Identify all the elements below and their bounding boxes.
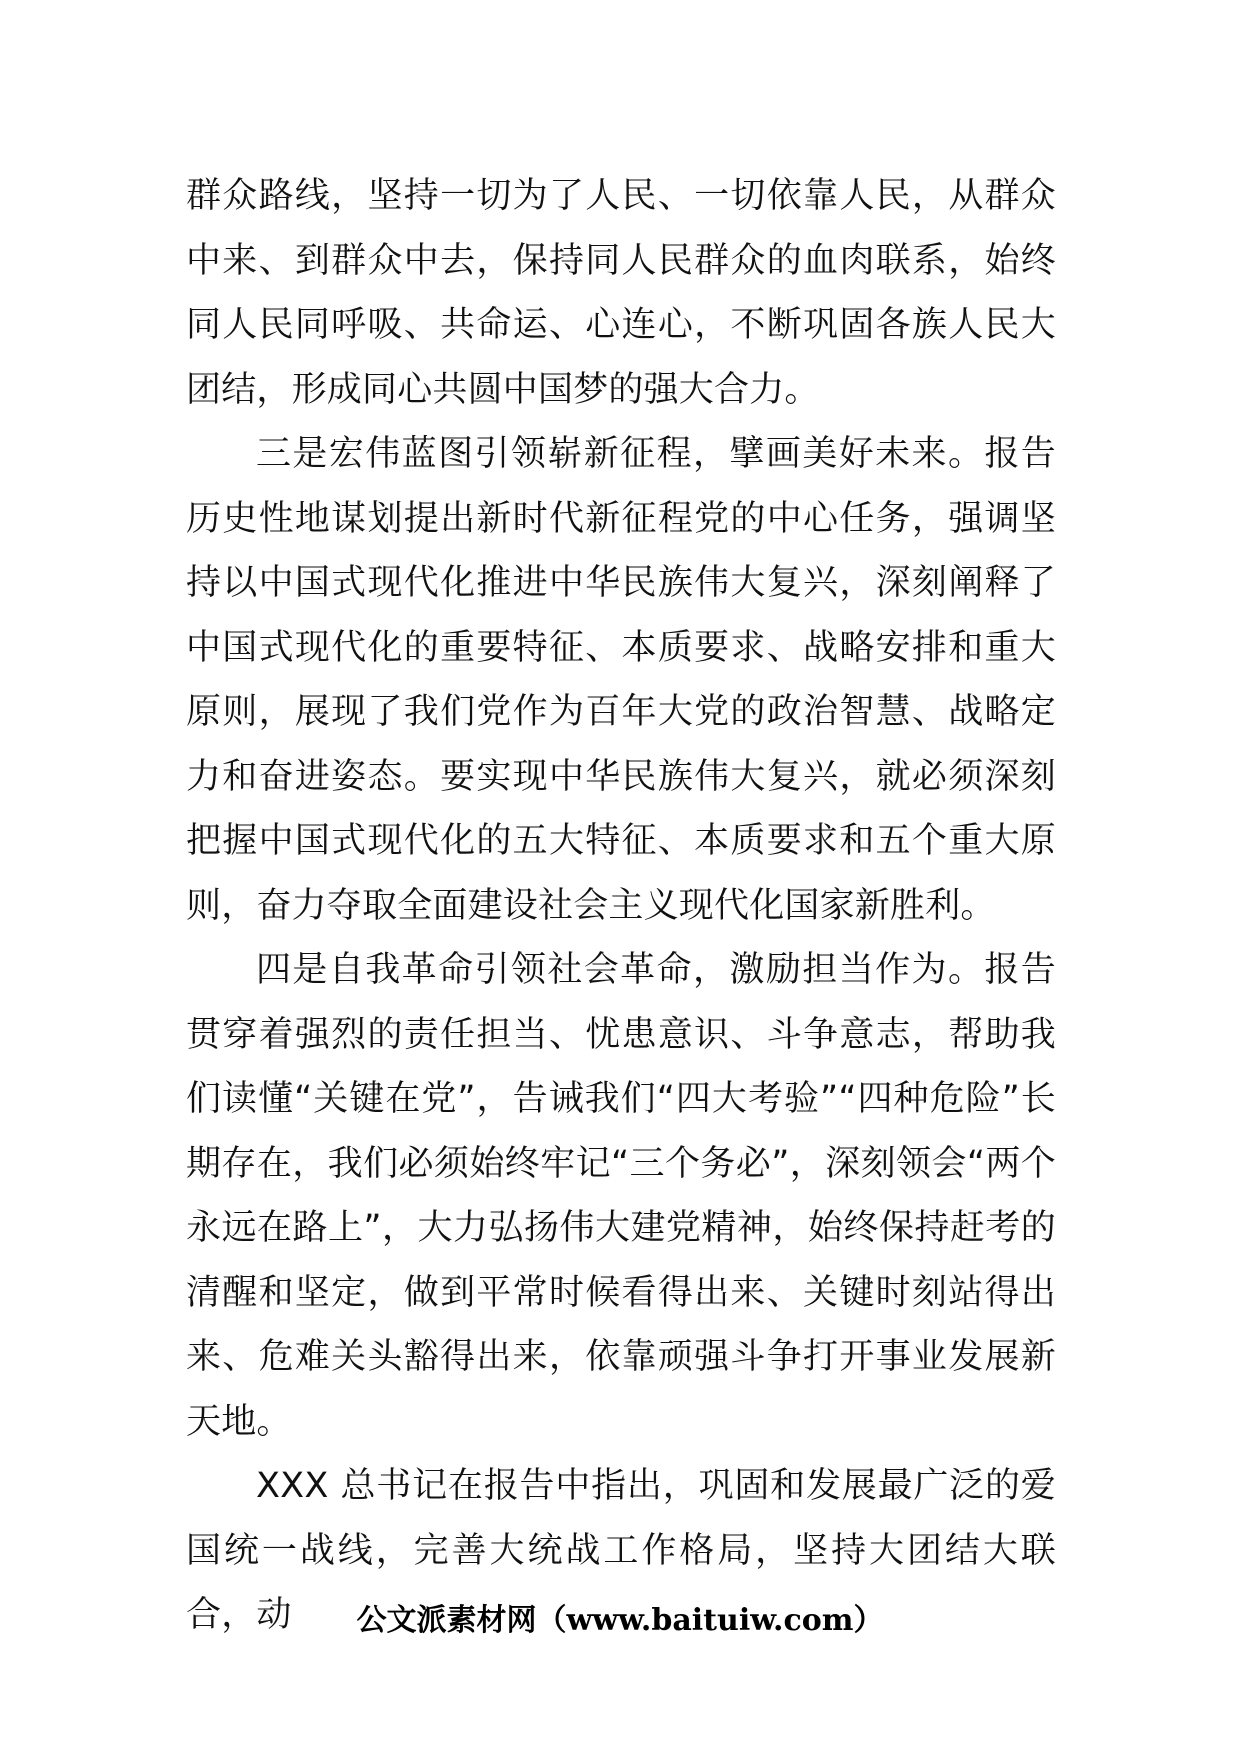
paragraph-point-three (186, 422, 1056, 938)
paragraph-text: 报告贯穿着强烈的责任担当、忧患意识、斗争意志，帮助我们读懂“关键在党”，告诫我们“四大考验”“四种危险”长期存在，我们必须始终牢记“三个务必”，深刻领会“两个永远在路上”，大力弘扬伟大建党精神，始终保持赶考的清醒和坚定，做到平常时候看得出来、关键时刻站得出来、危难关头豁得出来，依靠顽强斗争打开事业发展新天地。 (186, 950, 1056, 1442)
document-body (186, 164, 1056, 1648)
footer-watermark: 公文派素材网（www.baituiw.com） (356, 1603, 884, 1638)
paragraph-text: 报告历史性地谋划提出新时代新征程党的中心任务，强调坚持以中国式现代化推进中华民族伟大复兴，深刻阐释了中国式现代化的重要特征、本质要求、战略安排和重大原则，展现了我们党作为百年大党的政治智慧、战略定力和奋进姿态。要实现中华民族伟大复兴，就必须深刻把握中国式现代化的五大特征、本质要求和五个重大原则，奋力夺取全面建设社会主义现代化国家新胜利。 (186, 434, 1056, 926)
paragraph-point-four (186, 938, 1056, 1454)
paragraph-text: 群众路线，坚持一切为了人民、一切依靠人民，从群众中来、到群众中去，保持同人民群众的血肉联系，始终同人民同呼吸、共命运、心连心，不断巩固各族人民大团结，形成同心共圆中国梦的强大合力。 (186, 176, 1056, 410)
paragraph-continued (186, 164, 1056, 422)
paragraph-lead: 三是宏伟蓝图引领崭新征程，擘画美好未来。 (256, 434, 985, 474)
paragraph-text: XXX 总书记在报告中指出，巩固和发展最广泛的爱国统一战线，完善大统战工作格局，坚持大团结大联合，动 (186, 1466, 1056, 1635)
paragraph-lead: 四是自我革命引领社会革命，激励担当作为。 (256, 950, 985, 990)
